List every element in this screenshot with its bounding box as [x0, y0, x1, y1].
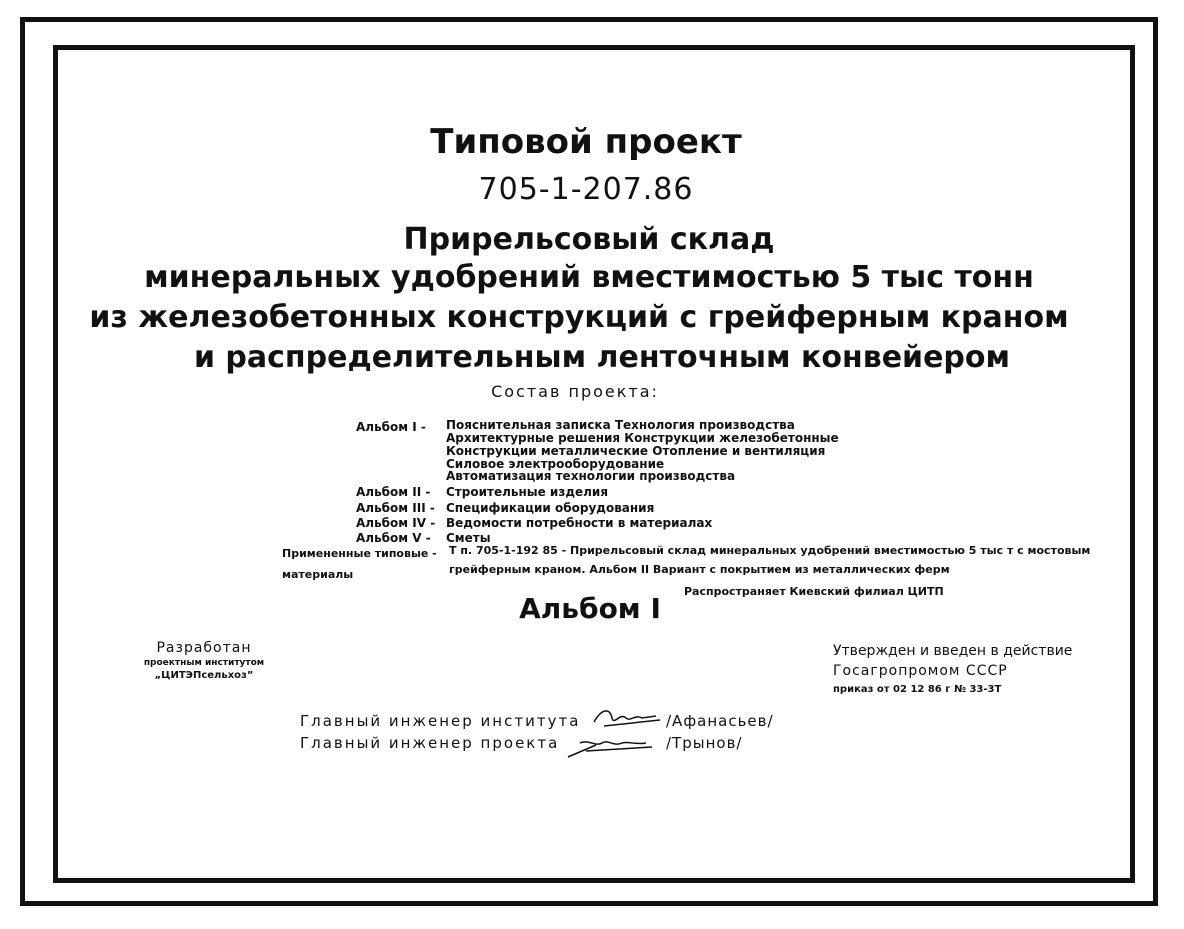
developed-title: Разработан	[156, 640, 252, 656]
album-5-label: Альбом V -	[356, 531, 431, 545]
approved-title: Утвержден и введен в действие	[833, 643, 1073, 659]
album-3-label: Альбом III -	[356, 501, 435, 515]
album-4-text: Ведомости потребности в материалах	[446, 516, 713, 530]
album-1-line: Конструкции металлические Отопление и вентиляция	[446, 444, 826, 458]
chief-engineer-project-name: /Трынов/	[666, 734, 743, 752]
album-1-line: Архитектурные решения Конструкции железобетонные	[446, 431, 839, 445]
applied-materials-label: Примененные типовые -	[282, 547, 437, 560]
project-name-line-1: Прирельсовый склад	[403, 222, 775, 257]
album-1-line: Пояснительная записка Технология производства	[446, 418, 795, 432]
project-name-line-4: и распределительным ленточным конвейером	[193, 340, 1011, 375]
chief-engineer-institute-name: /Афанасьев/	[666, 712, 774, 730]
applied-materials-text: грейферным краном. Альбом II Вариант с покрытием из металлических ферм	[449, 563, 950, 576]
project-number: 705-1-207.86	[478, 172, 694, 207]
album-2-text: Строительные изделия	[446, 485, 609, 499]
album-4-label: Альбом IV -	[356, 516, 436, 530]
album-1-line: Автоматизация технологии производства	[446, 469, 736, 483]
applied-materials-label: материалы	[282, 568, 354, 581]
distributor-note: Распространяет Киевский филиал ЦИТП	[684, 585, 944, 598]
document-title: Типовой проект	[430, 122, 742, 162]
album-1-label: Альбом I -	[356, 420, 426, 434]
approved-org: Госагропромом СССР	[833, 663, 1008, 679]
composition-heading: Состав проекта:	[491, 382, 659, 401]
approved-order: приказ от 02 12 86 г № 33-3Т	[833, 684, 1002, 695]
chief-engineer-institute-label: Главный инженер института	[300, 712, 581, 730]
album-1-line: Силовое электрооборудование	[446, 457, 665, 471]
applied-materials-text: Т п. 705-1-192 85 - Прирельсовый склад минеральных удобрений вместимостью 5 тыс т с мостовым	[449, 544, 1091, 557]
chief-engineer-project-label: Главный инженер проекта	[300, 734, 560, 752]
signature-trynov	[566, 733, 661, 761]
project-name-line-2: минеральных удобрений вместимостью 5 тыс тонн	[144, 260, 1034, 295]
project-name-line-3: из железобетонных конструкций с грейферным краном	[89, 300, 1069, 335]
album-title: Альбом I	[519, 592, 661, 625]
signature-afanasiev	[590, 704, 670, 732]
album-2-label: Альбом II -	[356, 485, 431, 499]
developed-org: проектным институтом	[143, 658, 265, 668]
album-3-text: Спецификации оборудования	[446, 501, 655, 515]
developed-institute: „ЦИТЭПсельхоз”	[154, 670, 254, 681]
album-5-text: Сметы	[446, 531, 491, 545]
